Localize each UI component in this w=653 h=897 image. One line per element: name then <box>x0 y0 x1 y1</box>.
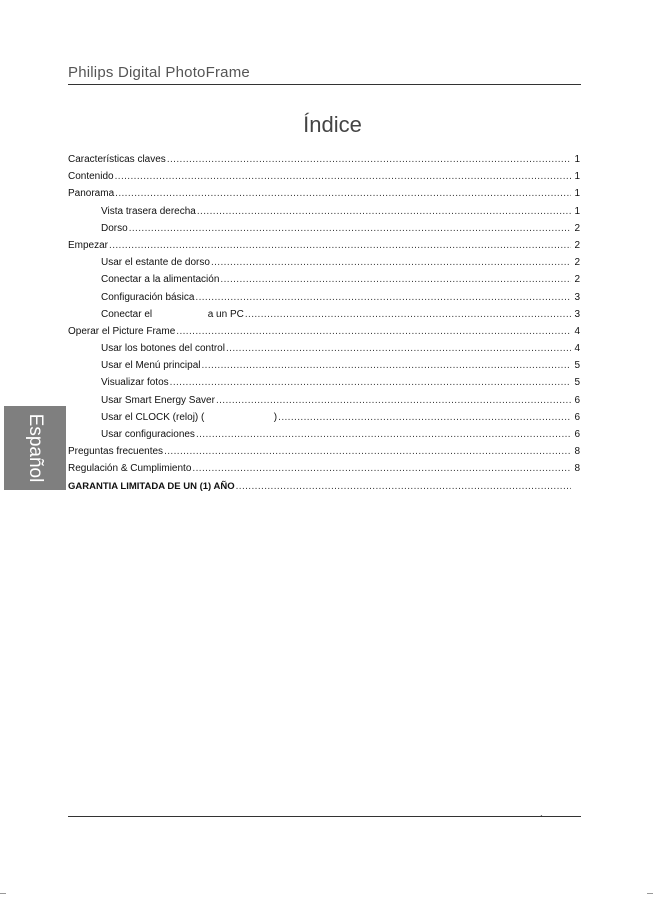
toc-entry[interactable] <box>68 374 580 391</box>
toc-entry-page: 4 <box>574 325 580 337</box>
toc-entry-title: Características claves <box>68 154 166 165</box>
toc-dot-leader <box>197 203 571 220</box>
toc-dot-leader <box>164 443 571 460</box>
toc-entry[interactable] <box>68 271 580 288</box>
toc-entry-title: GARANTIA LIMITADA DE UN (1) AÑO <box>68 480 235 492</box>
toc-entry-page: 2 <box>574 222 580 234</box>
header-rule <box>68 84 581 85</box>
crop-mark-left <box>0 893 6 894</box>
toc-entry-title: Visualizar fotos <box>101 377 169 389</box>
toc-entry[interactable] <box>68 426 580 443</box>
toc-entry-title: Contenido <box>68 171 114 183</box>
toc-entry[interactable] <box>68 185 580 202</box>
toc-dot-leader <box>115 185 571 202</box>
toc-dot-leader <box>220 271 571 288</box>
toc-entry-title: Usar el CLOCK (reloj) ( ) <box>101 411 278 423</box>
toc-entry[interactable] <box>68 220 580 237</box>
toc-entry-title: Regulación & Cumplimiento <box>68 463 192 475</box>
toc-entry-title: Usar configuraciones <box>101 429 195 440</box>
toc-dot-leader <box>196 426 571 443</box>
toc-entry-page: 8 <box>574 446 580 458</box>
toc-entry[interactable] <box>68 289 580 306</box>
toc-entry-page: 3 <box>574 308 580 320</box>
toc-entry-title: Dorso <box>101 222 128 234</box>
toc-dot-leader <box>109 237 571 254</box>
toc-dot-leader <box>176 323 571 340</box>
toc-entry-page: 3 <box>574 291 580 303</box>
toc-entry[interactable] <box>68 340 580 357</box>
toc-entry-page: 2 <box>574 257 580 269</box>
language-side-tab <box>4 406 66 490</box>
toc-entry-title: Empezar <box>68 239 109 251</box>
toc-dot-leader <box>226 340 571 357</box>
toc-dot-leader <box>129 220 571 237</box>
page-title-text: Índice <box>303 112 362 137</box>
toc-entry-title: Usar Smart Energy Saver <box>101 394 215 406</box>
document-header: Philips Digital PhotoFrame <box>68 64 250 81</box>
toc-dot-leader <box>278 409 571 426</box>
toc-entry[interactable] <box>68 357 580 374</box>
toc-dot-leader <box>211 254 571 271</box>
language-side-tab-label: Español <box>25 413 46 483</box>
toc-entry-title: Panorama <box>68 188 115 200</box>
toc-entry-page: 6 <box>574 429 580 440</box>
toc-entry-page: 1 <box>574 188 580 200</box>
toc-entry[interactable] <box>68 392 580 409</box>
toc-entry-page: 1 <box>574 154 580 165</box>
table-of-contents <box>68 151 580 495</box>
toc-entry-title: Usar los botones del control <box>101 343 225 355</box>
toc-entry[interactable] <box>68 306 580 323</box>
crop-mark-right <box>647 893 653 894</box>
toc-entry[interactable] <box>68 237 580 254</box>
toc-entry[interactable] <box>68 460 580 477</box>
page-title <box>0 112 653 138</box>
toc-entry-title: Operar el Picture Frame <box>68 325 176 337</box>
toc-entry-page: 1 <box>574 171 580 183</box>
toc-entry-page: 5 <box>574 377 580 389</box>
toc-entry[interactable] <box>68 203 580 220</box>
toc-entry-title: Vista trasera derecha <box>101 205 196 217</box>
toc-entry-page: 6 <box>574 411 580 423</box>
toc-entry-title: Usar el Menú principal <box>101 360 201 372</box>
toc-entry-title: Preguntas frecuentes <box>68 446 164 458</box>
toc-entry-title: Usar el estante de dorso <box>101 257 210 269</box>
toc-entry-page: 2 <box>574 239 580 251</box>
toc-entry[interactable] <box>68 409 580 426</box>
toc-dot-leader <box>245 306 571 323</box>
toc-entry-title: Configuración básica <box>101 291 195 303</box>
toc-entry-page: 6 <box>574 394 580 406</box>
toc-entry[interactable] <box>68 254 580 271</box>
toc-entry[interactable] <box>68 323 580 340</box>
toc-entry-page: 1 <box>574 205 580 217</box>
toc-entry[interactable] <box>68 168 580 185</box>
toc-entry-page: 5 <box>574 360 580 372</box>
toc-dot-leader <box>115 168 571 185</box>
toc-dot-leader <box>216 392 571 409</box>
toc-dot-leader <box>195 289 571 306</box>
toc-entry-page: 2 <box>574 274 580 286</box>
toc-dot-leader <box>202 357 572 374</box>
toc-dot-leader <box>192 460 571 477</box>
toc-entry[interactable] <box>68 151 580 168</box>
toc-dot-leader <box>236 478 571 495</box>
footer-mark: ´ <box>540 814 543 824</box>
toc-entry-title: Conectar a la alimentación <box>101 274 220 286</box>
footer-rule <box>68 816 581 817</box>
toc-entry[interactable] <box>68 478 580 495</box>
toc-dot-leader <box>170 374 571 391</box>
toc-entry[interactable] <box>68 443 580 460</box>
toc-entry-title: Conectar el a un PC <box>101 308 244 320</box>
toc-dot-leader <box>167 151 571 168</box>
toc-entry-page: 4 <box>574 343 580 355</box>
toc-entry-page: 8 <box>574 463 580 475</box>
